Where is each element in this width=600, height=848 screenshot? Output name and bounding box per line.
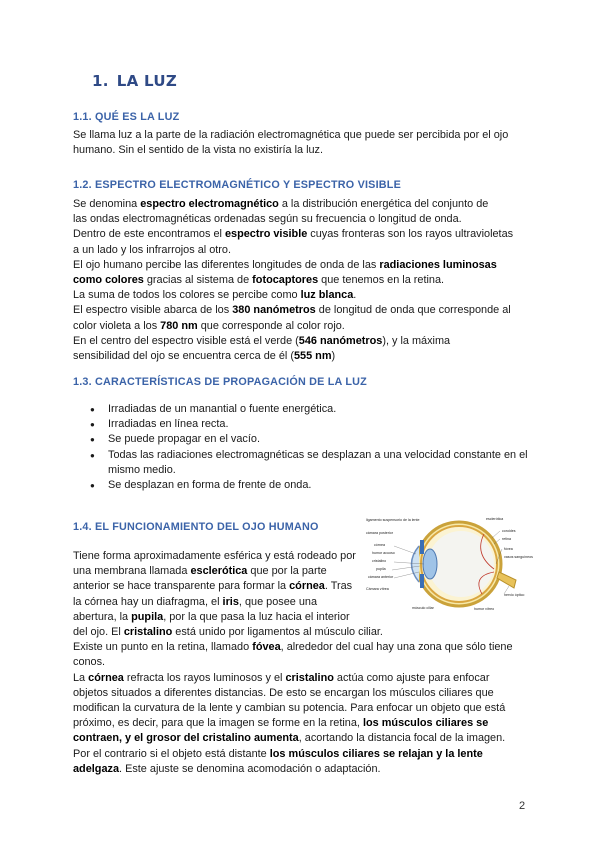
list-item: ● Irradiadas en línea recta. xyxy=(90,417,530,432)
label-cristalino: cristalino xyxy=(372,559,387,563)
paragraph-line: la córnea hay un diafragma, el iris, que posee una xyxy=(73,595,318,608)
list-item: ● Irradiadas de un manantial o fuente energética. xyxy=(90,402,530,417)
label-musculo-ciliar: músculo ciliar xyxy=(412,606,434,610)
paragraph-line: Se denomina espectro electromagnético a la distribución energética del conjunto de xyxy=(73,198,489,210)
section-1-1-text xyxy=(73,128,508,158)
section-heading-1-3: 1.3. CARACTERÍSTICAS DE PROPAGACIÓN DE LA LUZ xyxy=(73,376,367,388)
paragraph-line: La córnea refracta los rayos luminosos y el cristalino actúa como ajuste para enfocar xyxy=(73,671,490,684)
paragraph-line: Se llama luz a la parte de la radiación electromagnética que puede ser percibida por el ojo xyxy=(73,129,509,141)
paragraph-line: del ojo. El cristalino está unido por ligamentos al músculo ciliar. xyxy=(73,626,383,639)
paragraph-line: las ondas electromagnéticas ordenadas según su frecuencia o longitud de onda. xyxy=(73,213,462,226)
paragraph-line: Dentro de este encontramos el espectro visible cuyas fronteras son los rayos ultravioletas xyxy=(73,228,514,241)
chapter-number: 1. xyxy=(92,72,109,90)
paragraph-line: contraen, y el grosor del cristalino aumenta, acortando la distancia focal de la imagen. xyxy=(73,732,506,745)
paragraph-line: anterior se hace transparente para formar la córnea. Tras xyxy=(73,580,353,593)
paragraph-line: La suma de todos los colores se percibe como luz blanca. xyxy=(73,289,357,302)
label-humor-vitreo: humor vítreo xyxy=(474,607,495,611)
paragraph-line: Tiene forma aproximadamente esférica y está rodeado por xyxy=(73,550,356,562)
label-camara-anterior: cámara anterior xyxy=(368,575,394,579)
paragraph-line: conos. xyxy=(73,656,106,669)
paragraph-line: modifican la curvatura de la lente y cambian su potencia. Para enfocar un objeto que está xyxy=(73,702,506,715)
paragraph-line: objetos situados a diferentes distancias. De esto se encargan los músculos ciliares que xyxy=(73,686,494,699)
list-item: ● Se puede propagar en el vacío. xyxy=(90,432,530,447)
section-1-2-text xyxy=(73,197,513,364)
label-pupila: pupila xyxy=(376,567,386,571)
iris-upper-shape xyxy=(420,540,424,554)
section-heading-1-4: 1.4. EL FUNCIONAMIENTO DEL OJO HUMANO xyxy=(73,521,319,533)
label-retina: retina xyxy=(502,537,511,541)
paragraph-line: En el centro del espectro visible está el verde (546 nanómetros), y la máxima xyxy=(73,334,451,347)
paragraph-line: humano. Sin el sentido de la vista no existiría la luz. xyxy=(73,144,324,157)
paragraph-line: abertura, la pupila, por la que pasa la luz hacia el interior xyxy=(73,610,350,623)
label-coroides: coroides xyxy=(502,529,516,533)
paragraph-line: a un lado y los infrarrojos al otro. xyxy=(73,243,231,256)
vitreous-shape xyxy=(428,531,494,597)
list-item: ● Todas las radiaciones electromagnéticas se desplazan a una velocidad constante en el mismo medio. xyxy=(90,448,530,478)
label-vasos: vasos sanguíneos xyxy=(504,555,533,559)
label-nervio-optico: nervio óptico xyxy=(504,593,525,597)
paragraph-line: El ojo humano percibe las diferentes longitudes de onda de las radiaciones luminosas xyxy=(73,258,497,271)
label-humor-acuoso: humor acuoso xyxy=(372,551,395,555)
propagation-list xyxy=(90,402,530,493)
paragraph-line: próximo, es decir, para que la imagen se forme en la retina, los músculos ciliares se xyxy=(73,717,489,730)
paragraph-line: adelgaza. Este ajuste se denomina acomodación o adaptación. xyxy=(73,762,381,775)
chapter-heading xyxy=(92,72,177,90)
page-number: 2 xyxy=(519,800,526,812)
section-heading-1-2: 1.2. ESPECTRO ELECTROMAGNÉTICO Y ESPECTRO VISIBLE xyxy=(73,179,401,191)
chapter-title: LA LUZ xyxy=(116,72,178,90)
section-heading-1-1: 1.1. QUÉ ES LA LUZ xyxy=(73,111,180,123)
iris-lower-shape xyxy=(420,574,424,588)
label-esclerotica: esclerótica xyxy=(486,517,504,521)
paragraph-line: Por el contrario si el objeto está distante los músculos ciliares se relajan y la lente xyxy=(73,747,483,760)
label-cornea: córnea xyxy=(374,543,385,547)
list-item: ● Se desplazan en forma de frente de onda. xyxy=(90,478,530,493)
eye-anatomy-diagram xyxy=(364,514,533,614)
paragraph-line: El espectro visible abarca de los 380 nanómetros de longitud de onda que corresponde al xyxy=(73,304,511,317)
lens-shape xyxy=(423,549,437,579)
cornea-shape xyxy=(412,546,420,582)
label-camara-vitrea: Cámara vítrea xyxy=(366,587,389,591)
paragraph-line: color violeta a los 780 nm que corresponde al color rojo. xyxy=(73,319,345,332)
optic-nerve-shape xyxy=(497,572,516,588)
paragraph-line: como colores gracias al sistema de fotocaptores que tenemos en la retina. xyxy=(73,274,445,287)
paragraph-line: una membrana llamada esclerótica que por la parte xyxy=(73,565,327,578)
label-fovea: fóvea xyxy=(504,547,513,551)
paragraph-line: sensibilidad del ojo se encuentra cerca de él (555 nm) xyxy=(73,350,336,363)
paragraph-line: Existe un punto en la retina, llamado fóvea, alrededor del cual hay una zona que sólo tiene xyxy=(73,641,513,654)
label-ligamento: ligamento suspensorio de la lente xyxy=(366,518,420,522)
label-camara-posterior: cámara posterior xyxy=(366,531,393,535)
